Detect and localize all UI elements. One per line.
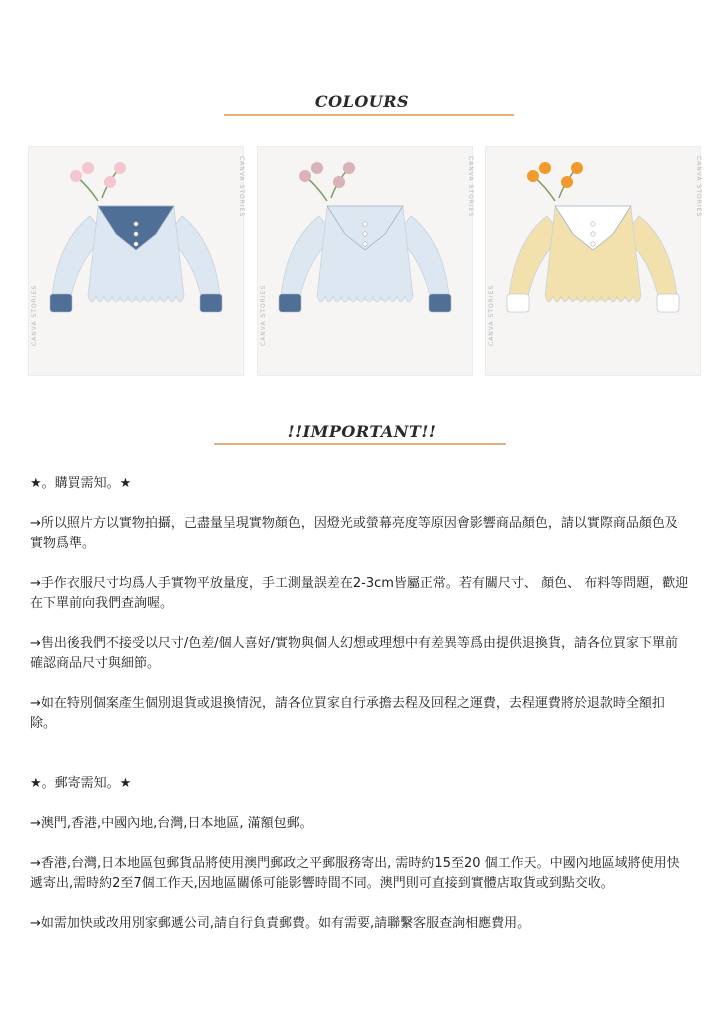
- cuff-right: [200, 294, 222, 312]
- blouse-illustration: [485, 146, 701, 376]
- purchase-notice-title: ★。購買需知。★: [30, 476, 132, 491]
- watermark-label: CANVA STORIES: [695, 156, 702, 218]
- blouse-illustration: [257, 146, 473, 376]
- cuff-left: [279, 294, 301, 312]
- flower-decoration: [527, 162, 583, 201]
- cuff-left: [50, 294, 72, 312]
- product-photo-light-blue[interactable]: [257, 146, 473, 376]
- shipping-item-1: →澳門,香港,中國內地,台灣,日本地區, 滿額包郵。: [30, 816, 313, 831]
- purchase-item-3: →售出後我們不接受以尺寸/色差/個人喜好/實物與個人幻想或理想中有差異等爲由提供退換貨，請各位買家下單前確認商品尺寸與細節。: [30, 636, 679, 671]
- purchase-item-4: →如在特別個案產生個別退貨或退換情況，請各位買家自行承擔去程及回程之運費，去程運費將於退款時全額扣除。: [30, 696, 665, 731]
- shipping-item-2: →香港,台灣,日本地區包郵貨品將使用澳門郵政之平郵服務寄出, 需時約15至20 個工作天。中國內地區域將使用快遞寄出,需時約2至7個工作天,因地區關係可能影響時間不同。澳門則可直接到實體店取貨或到點交收。: [30, 856, 680, 891]
- cuff-right: [657, 294, 679, 312]
- flower-decoration: [70, 162, 126, 201]
- divider-colours: [224, 114, 514, 116]
- watermark-label: CANVA STORIES: [488, 284, 495, 346]
- divider-important: [214, 443, 506, 445]
- shipping-item-3: →如需加快或改用別家郵遞公司,請自行負責郵費。如有需要,請聯繫客服查詢相應費用。: [30, 916, 531, 931]
- cuff-right: [429, 294, 451, 312]
- flower-decoration: [299, 162, 355, 201]
- purchase-item-1: →所以照片方以實物拍攝，己盡量呈現實物顏色，因燈光或螢幕亮度等原因會影響商品顏色，請以實際商品顏色及實物爲準。: [30, 516, 678, 551]
- notice-content: [30, 474, 690, 934]
- watermark-label: CANVA STORIES: [467, 156, 474, 218]
- watermark-label: CANVA STORIES: [238, 156, 245, 218]
- cuff-left: [507, 294, 529, 312]
- purchase-item-2: →手作衣服尺寸均爲人手實物平放量度，手工測量誤差在2-3cm皆屬正常。若有關尺寸、 顏色、 布料等問題，歡迎在下單前向我們查詢喔。: [30, 576, 689, 611]
- watermark-label: CANVA STORIES: [31, 284, 38, 346]
- colour-photos: [28, 146, 708, 376]
- shipping-notice-title: ★。郵寄需知。★: [30, 776, 132, 791]
- blouse-illustration: [28, 146, 244, 376]
- product-photo-yellow[interactable]: [485, 146, 701, 376]
- colours-heading: COLOURS: [314, 92, 410, 111]
- watermark-label: CANVA STORIES: [260, 284, 267, 346]
- product-photo-blue-navy-collar[interactable]: [28, 146, 244, 376]
- important-heading: !!IMPORTANT!!: [287, 422, 437, 441]
